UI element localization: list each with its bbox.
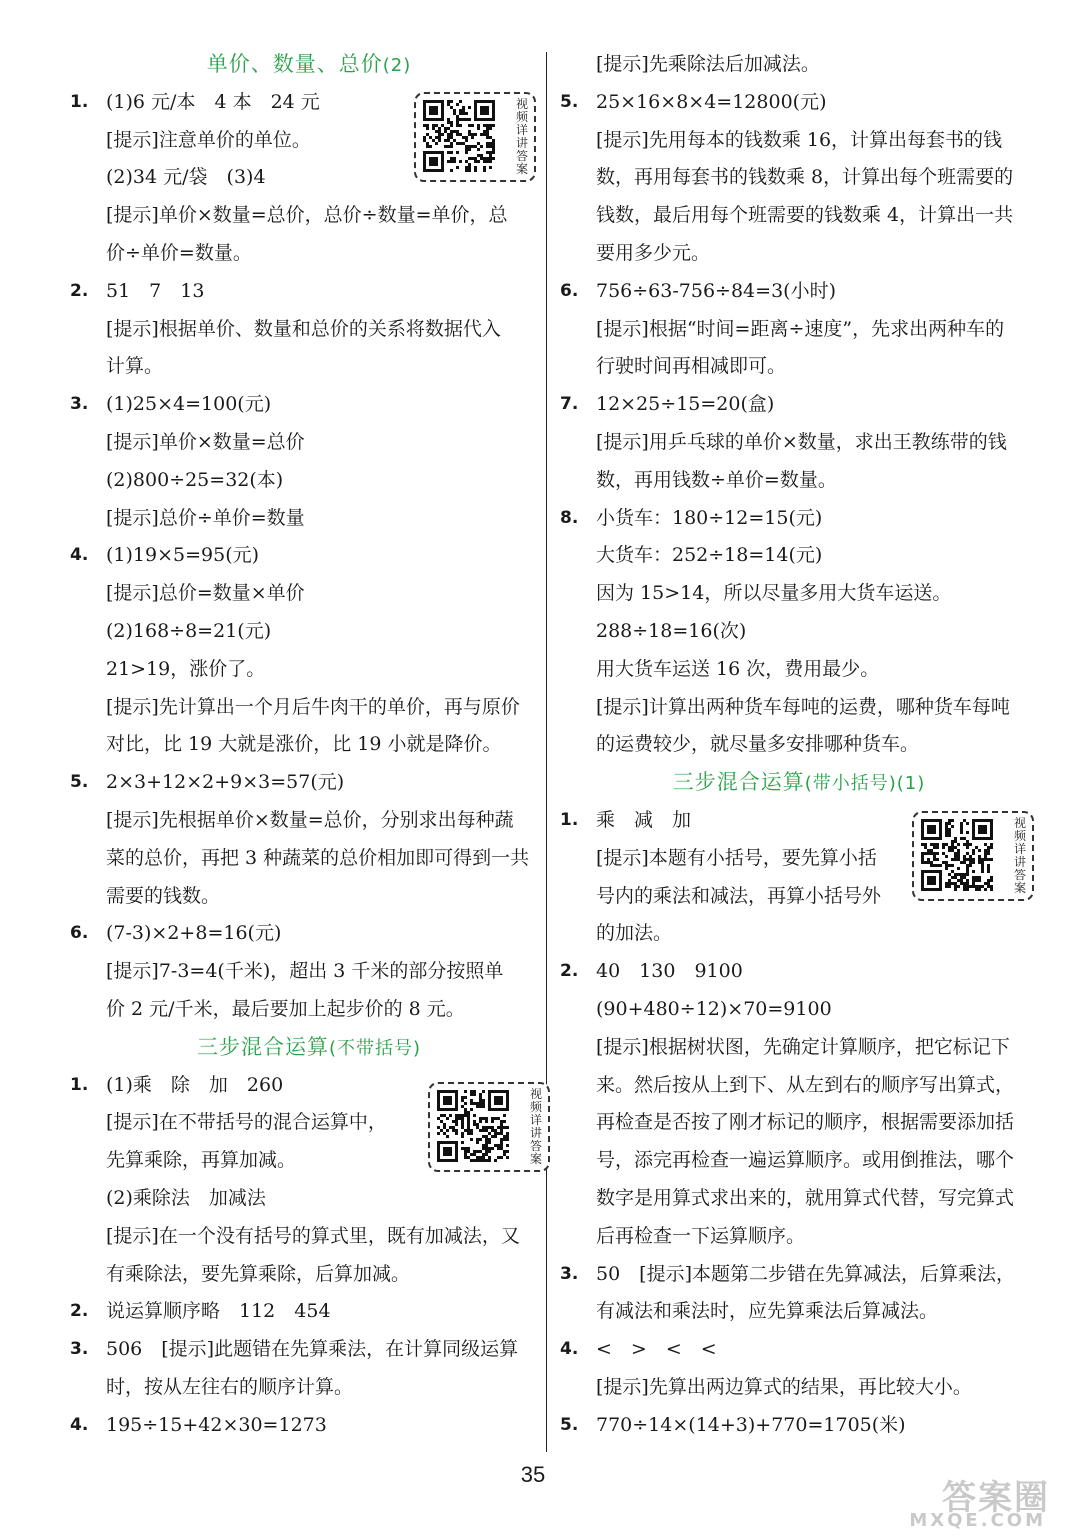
question-number: 6. bbox=[560, 280, 579, 301]
section-heading bbox=[70, 1029, 548, 1067]
answer-text: 乘 减 加 bbox=[596, 808, 692, 831]
answer-line bbox=[560, 1180, 1038, 1218]
answer-item bbox=[560, 386, 1038, 424]
answer-item bbox=[70, 764, 548, 802]
answer-text: (2)168÷8=21(元) bbox=[106, 619, 272, 642]
answer-line bbox=[70, 689, 548, 727]
left-column bbox=[70, 46, 548, 1444]
answer-text: 的运费较少，就尽量多安排哪种货车。 bbox=[596, 733, 920, 756]
answer-line bbox=[70, 348, 548, 386]
answer-line bbox=[560, 46, 1038, 84]
question-number: 3. bbox=[560, 1263, 579, 1284]
answer-line bbox=[70, 235, 548, 273]
answer-text: [提示]先根据单价×数量=总价，分别求出每种蔬 bbox=[106, 808, 514, 831]
answer-line bbox=[560, 726, 1038, 764]
answer-item bbox=[560, 1407, 1038, 1445]
answer-text: 价 2 元/千米，最后要加上起步价的 8 元。 bbox=[106, 997, 465, 1020]
answer-text: (2)乘除法 加减法 bbox=[106, 1186, 266, 1209]
qr-label: 视频详讲答案 bbox=[529, 1087, 542, 1166]
answer-item bbox=[70, 915, 548, 953]
answer-text: 的加法。 bbox=[596, 922, 673, 945]
answer-line bbox=[560, 311, 1038, 349]
answer-item bbox=[70, 1331, 548, 1369]
answer-line bbox=[560, 991, 1038, 1029]
qr-label: 视频详讲答案 bbox=[515, 97, 528, 176]
answer-text: [提示]先用每本的钱数乘 16，计算出每套书的钱 bbox=[596, 128, 1003, 151]
question-number: 4. bbox=[70, 1414, 89, 1435]
answer-line bbox=[70, 878, 548, 916]
watermark-text: 答案圈 bbox=[942, 1478, 1050, 1518]
answer-text: [提示]先乘除法后加减法。 bbox=[596, 53, 820, 75]
answer-text: (1)6 元/本 4 本 24 元 bbox=[106, 90, 320, 113]
answer-text: [提示]单价×数量=总价，总价÷数量=单价，总 bbox=[106, 204, 508, 227]
answer-text: 288÷18=16(次) bbox=[596, 619, 747, 642]
answer-item bbox=[560, 500, 1038, 538]
answer-line bbox=[70, 953, 548, 991]
answer-line bbox=[70, 802, 548, 840]
answer-line bbox=[70, 613, 548, 651]
answer-line bbox=[560, 462, 1038, 500]
qr-code-3[interactable] bbox=[428, 1082, 550, 1172]
answer-text: < > < < bbox=[596, 1338, 717, 1361]
answer-text: 40 130 9100 bbox=[596, 960, 743, 983]
question-number: 2. bbox=[70, 280, 89, 301]
answer-text: 说运算顺序略 112 454 bbox=[106, 1300, 331, 1323]
answer-item bbox=[560, 84, 1038, 122]
question-number: 5. bbox=[560, 91, 579, 112]
answer-line bbox=[560, 915, 1038, 953]
question-number: 2. bbox=[70, 1301, 89, 1322]
answer-text: 要用多少元。 bbox=[596, 241, 711, 264]
answer-item bbox=[560, 273, 1038, 311]
answer-item bbox=[70, 1407, 548, 1445]
answer-line bbox=[70, 991, 548, 1029]
answer-text: 因为 15>14，所以尽量多用大货车运送。 bbox=[596, 582, 952, 605]
question-number: 4. bbox=[70, 545, 89, 566]
question-number: 8. bbox=[560, 507, 579, 528]
answer-text: 钱数，最后用每个班需要的钱数乘 4，计算出一共 bbox=[596, 204, 1014, 227]
right-column bbox=[560, 46, 1038, 1444]
answer-text: 行驶时间再相减即可。 bbox=[596, 355, 787, 378]
qr-code-icon bbox=[423, 100, 505, 174]
answer-text: (7-3)×2+8=16(元) bbox=[106, 922, 282, 945]
answer-text: [提示]总价=数量×单价 bbox=[106, 582, 305, 605]
answer-text: 2×3+12×2+9×3=57(元) bbox=[106, 771, 345, 794]
answer-text: [提示]总价÷单价=数量 bbox=[106, 506, 305, 529]
answer-text: [提示]根据单价、数量和总价的关系将数据代入 bbox=[106, 317, 501, 340]
question-number: 3. bbox=[70, 1339, 89, 1360]
section-title: 单价、数量、总价 bbox=[206, 52, 383, 76]
answer-line bbox=[70, 424, 548, 462]
answer-text: 数字是用算式求出来的，就用算式代替，写完算式 bbox=[596, 1186, 1015, 1209]
answer-text: 来。然后按从上到下、从左到右的顺序写出算式， bbox=[596, 1073, 1015, 1096]
answer-text: 50 [提示]本题第二步错在先算减法，后算乘法， bbox=[596, 1262, 1016, 1285]
answer-text: 先算乘除，再算加减。 bbox=[106, 1149, 297, 1172]
answer-text: 菜的总价，再把 3 种蔬菜的总价相加即可得到一共 bbox=[106, 846, 530, 869]
answer-text: [提示]先计算出一个月后牛肉干的单价，再与原价 bbox=[106, 695, 520, 718]
answer-text: 有减法和乘法时，应先算乘法后算减法。 bbox=[596, 1300, 939, 1323]
answer-text: 价÷单价=数量。 bbox=[106, 241, 252, 264]
answer-text: 需要的钱数。 bbox=[106, 884, 221, 907]
answer-item bbox=[70, 273, 548, 311]
answer-line bbox=[560, 575, 1038, 613]
answer-text: [提示]7-3=4(千米)，超出 3 千米的部分按照单 bbox=[106, 960, 504, 983]
answer-text: (90+480÷12)×70=9100 bbox=[596, 997, 832, 1020]
answer-text: 再检查是否按了刚才标记的顺序，根据需要添加括 bbox=[596, 1111, 1015, 1134]
answer-text: 756÷63-756÷84=3(小时) bbox=[596, 279, 836, 302]
answer-text: [提示]根据树状图，先确定计算顺序，把它标记下 bbox=[596, 1035, 1010, 1058]
answer-line bbox=[560, 122, 1038, 160]
answer-item bbox=[560, 1331, 1038, 1369]
answer-line bbox=[560, 1293, 1038, 1331]
question-number: 1. bbox=[70, 91, 89, 112]
answer-text: 用大货车运送 16 次，费用最少。 bbox=[596, 657, 880, 680]
answer-line bbox=[560, 235, 1038, 273]
question-number: 5. bbox=[70, 772, 89, 793]
section-heading bbox=[560, 764, 1038, 802]
answer-line bbox=[560, 1142, 1038, 1180]
answer-text: [提示]本题有小括号，要先算小括 bbox=[596, 846, 877, 869]
answer-text: 数，再用钱数÷单价=数量。 bbox=[596, 468, 837, 491]
answer-text: [提示]计算出两种货车每吨的运费，哪种货车每吨 bbox=[596, 695, 1010, 718]
answer-text: 51 7 13 bbox=[106, 279, 205, 302]
answer-text: [提示]在一个没有括号的算式里，既有加减法，又 bbox=[106, 1224, 520, 1247]
answer-text: 195÷15+42×30=1273 bbox=[106, 1413, 327, 1436]
answer-item bbox=[70, 1293, 548, 1331]
answer-item bbox=[70, 537, 548, 575]
answer-item bbox=[560, 953, 1038, 991]
question-number: 7. bbox=[560, 394, 579, 415]
answer-text: 时，按从左往右的顺序计算。 bbox=[106, 1375, 354, 1398]
answer-text: 号内的乘法和减法，再算小括号外 bbox=[596, 884, 882, 907]
qr-code-icon bbox=[921, 819, 1003, 893]
section-title: 三步混合运算 bbox=[672, 770, 805, 795]
answer-line bbox=[70, 197, 548, 235]
answer-text: 大货车：252÷18=14(元) bbox=[596, 544, 823, 567]
answer-item bbox=[560, 1256, 1038, 1294]
answer-line bbox=[70, 311, 548, 349]
answer-text: [提示]在不带括号的混合运算中， bbox=[106, 1111, 387, 1134]
answer-text: 506 [提示]此题错在先算乘法，在计算同级运算 bbox=[106, 1338, 519, 1361]
answer-text: (1)19×5=95(元) bbox=[106, 544, 260, 567]
answer-line bbox=[560, 651, 1038, 689]
answer-text: (1)乘 除 加 260 bbox=[106, 1073, 284, 1096]
answer-text: 12×25÷15=20(盒) bbox=[596, 393, 775, 416]
answer-line bbox=[70, 1218, 548, 1256]
answer-line bbox=[560, 1369, 1038, 1407]
answer-text: (2)800÷25=32(本) bbox=[106, 468, 284, 491]
question-number: 4. bbox=[560, 1339, 579, 1360]
answer-text: (1)25×4=100(元) bbox=[106, 393, 272, 416]
answer-text: (2)34 元/袋 (3)4 bbox=[106, 166, 266, 189]
qr-code-1[interactable] bbox=[414, 92, 536, 182]
section-title: 三步混合运算 bbox=[196, 1034, 329, 1059]
answer-line bbox=[560, 159, 1038, 197]
section-subtitle: (带小括号)(1) bbox=[804, 773, 926, 795]
answer-text: 25×16×8×4=12800(元) bbox=[596, 90, 827, 113]
answer-line bbox=[70, 1369, 548, 1407]
answer-line bbox=[560, 537, 1038, 575]
answer-line bbox=[560, 424, 1038, 462]
answer-text: 号，添完再检查一遍运算顺序。或用倒推法，哪个 bbox=[596, 1149, 1015, 1172]
column-divider bbox=[546, 52, 547, 1452]
answer-item bbox=[70, 386, 548, 424]
answer-text: 小货车：180÷12=15(元) bbox=[596, 506, 823, 529]
answer-text: [提示]单价×数量=总价 bbox=[106, 430, 305, 453]
answer-text: 对比，比 19 大就是涨价，比 19 小就是降价。 bbox=[106, 733, 502, 756]
question-number: 1. bbox=[560, 809, 579, 830]
answer-line bbox=[560, 1029, 1038, 1067]
qr-label: 视频详讲答案 bbox=[1013, 816, 1026, 895]
answer-text: 21>19，涨价了。 bbox=[106, 657, 266, 680]
answer-line bbox=[70, 1180, 548, 1218]
answer-line bbox=[70, 1256, 548, 1294]
watermark-logo bbox=[850, 1470, 1050, 1530]
answer-line bbox=[70, 840, 548, 878]
answer-text: 数，再用每套书的钱数乘 8，计算出每个班需要的 bbox=[596, 166, 1014, 189]
answer-text: 770÷14×(14+3)+770=1705(米) bbox=[596, 1413, 906, 1436]
question-number: 2. bbox=[560, 961, 579, 982]
answer-text: [提示]用乒乓球的单价×数量，求出王教练带的钱 bbox=[596, 430, 1007, 453]
question-number: 5. bbox=[560, 1414, 579, 1435]
answer-line bbox=[70, 575, 548, 613]
section-heading bbox=[70, 46, 548, 84]
answer-line bbox=[560, 197, 1038, 235]
answer-text: 有乘除法，要先算乘除，后算加减。 bbox=[106, 1262, 411, 1285]
answer-line bbox=[70, 500, 548, 538]
answer-line bbox=[70, 651, 548, 689]
answer-line bbox=[70, 726, 548, 764]
question-number: 1. bbox=[70, 1074, 89, 1095]
page-number: 35 bbox=[520, 1462, 546, 1487]
qr-code-2[interactable] bbox=[912, 811, 1034, 901]
answer-text: [提示]根据“时间=距离÷速度”，先求出两种车的 bbox=[596, 317, 1005, 340]
answer-text: [提示]先算出两边算式的结果，再比较大小。 bbox=[596, 1375, 972, 1398]
answer-line bbox=[560, 1218, 1038, 1256]
answer-line bbox=[560, 1067, 1038, 1105]
qr-code-icon bbox=[437, 1090, 519, 1164]
answer-line bbox=[560, 1104, 1038, 1142]
question-number: 3. bbox=[70, 394, 89, 415]
question-number: 6. bbox=[70, 923, 89, 944]
answer-text: 计算。 bbox=[106, 355, 164, 378]
section-subtitle: (2) bbox=[382, 55, 412, 76]
answer-line bbox=[560, 348, 1038, 386]
answer-line bbox=[560, 613, 1038, 651]
answer-text: 后再检查一下运算顺序。 bbox=[596, 1224, 806, 1247]
answer-text: [提示]注意单价的单位。 bbox=[106, 128, 311, 151]
section-subtitle: (不带括号) bbox=[328, 1037, 422, 1059]
answer-line bbox=[70, 462, 548, 500]
answer-line bbox=[560, 689, 1038, 727]
watermark-domain: MXQE.COM bbox=[909, 1510, 1046, 1531]
